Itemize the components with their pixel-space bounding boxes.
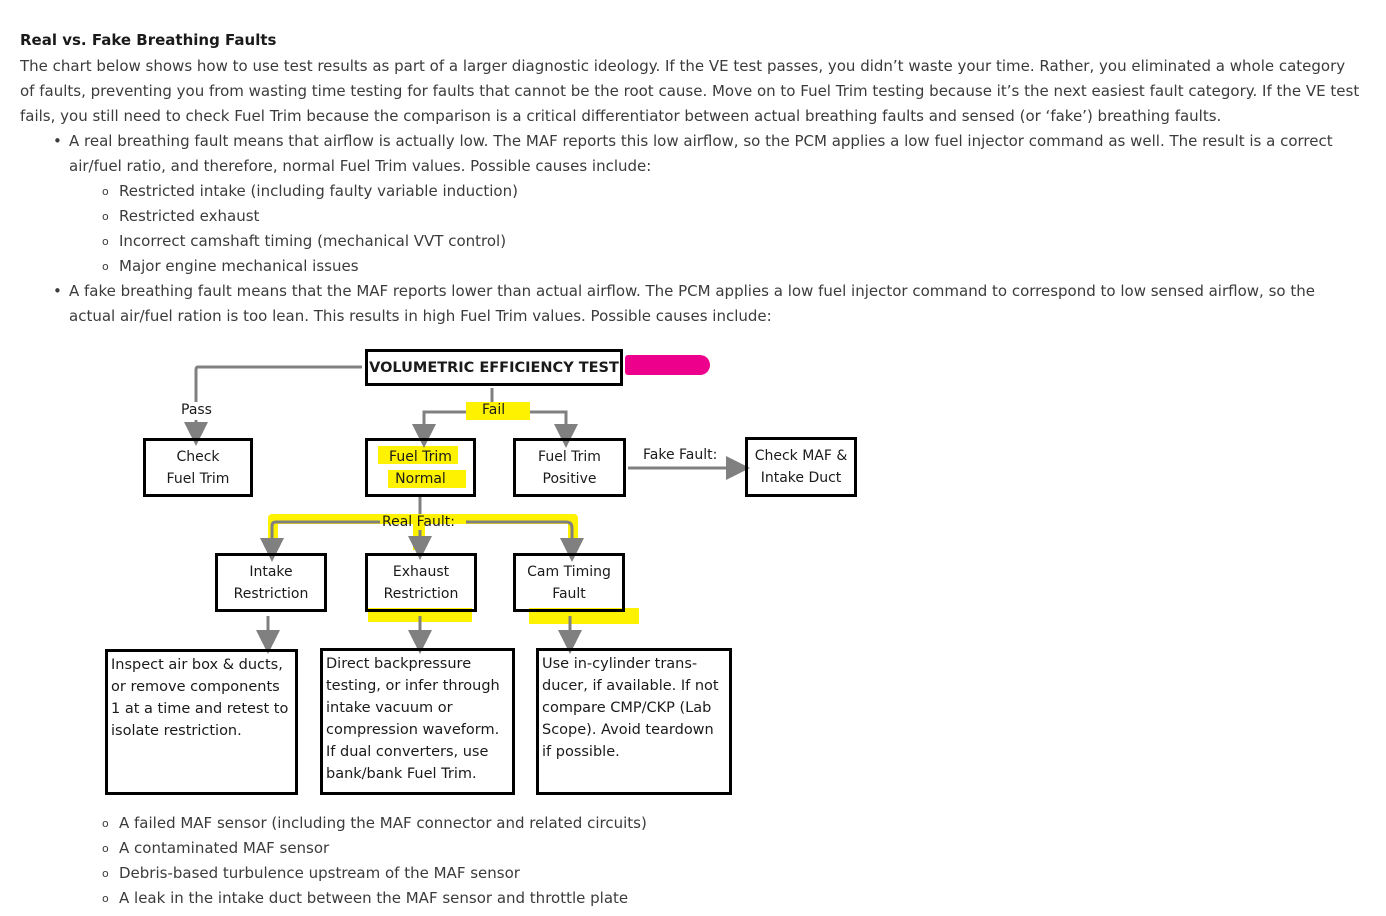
circle-bullet-icon: o xyxy=(102,185,109,198)
box-line: Positive xyxy=(542,470,597,487)
check-fuel-trim-box xyxy=(143,438,253,497)
real-fault-bullet: A real breathing fault means that airflow is actually low. The MAF reports this low airflow, so the PCM applies a low fuel injector command as well. The result is a correct air/fuel ratio, and therefore, normal Fuel Trim values. Possible causes include: xyxy=(69,132,1333,175)
intake-restriction-box xyxy=(215,553,327,612)
circle-bullet-icon: o xyxy=(102,235,109,248)
box-line: Fuel Trim xyxy=(389,448,452,465)
list-item xyxy=(102,254,1360,279)
box-line: 1 at a time and retest to xyxy=(111,701,289,717)
circle-bullet-icon: o xyxy=(102,260,109,273)
box-line: Exhaust xyxy=(392,563,450,580)
box-line: compression waveform. xyxy=(326,722,500,738)
list-item xyxy=(53,279,1360,329)
list-item-text: Major engine mechanical issues xyxy=(119,257,359,275)
box-line: Scope). Avoid teardown xyxy=(542,722,714,738)
bullet-icon: • xyxy=(53,132,62,150)
list-item-text: A contaminated MAF sensor xyxy=(119,839,330,857)
box-line: or remove components xyxy=(111,679,280,695)
ve-test-box xyxy=(365,349,623,386)
cam-timing-fault-box xyxy=(513,553,625,612)
box-line: Restriction xyxy=(233,585,309,602)
box-line: Fault xyxy=(552,585,586,602)
list-item xyxy=(69,811,1360,911)
list-item xyxy=(102,836,1360,861)
box-line: If dual converters, use xyxy=(326,744,489,760)
list-item-text: Incorrect camshaft timing (mechanical VVT control) xyxy=(119,232,507,250)
list-item xyxy=(102,861,1360,886)
cam-action-box xyxy=(536,648,732,795)
circle-bullet-icon: o xyxy=(102,867,109,880)
fuel-trim-normal-box xyxy=(365,438,476,497)
fake-fault-bullet: A fake breathing fault means that the MAF reports lower than actual airflow. The PCM applies a low fuel injector command to correspond to low sensed airflow, so the actual air/fuel ration is too lean. This results in high Fuel Trim values. Possible causes include: xyxy=(69,282,1315,325)
box-line: testing, or infer through xyxy=(326,678,500,694)
cause-list xyxy=(20,129,1360,329)
box-line: isolate restriction. xyxy=(111,723,242,739)
circle-bullet-icon: o xyxy=(102,842,109,855)
intake-action-box xyxy=(105,649,298,795)
list-item xyxy=(102,886,1360,911)
breathing-fault-flowchart xyxy=(0,330,880,800)
cause-list xyxy=(20,811,1360,911)
list-item xyxy=(102,811,1360,836)
real-fault-label: Real Fault: xyxy=(382,514,455,530)
fuel-trim-positive-box xyxy=(513,438,626,497)
fake-fault-label: Fake Fault: xyxy=(643,447,718,463)
circle-bullet-icon: o xyxy=(102,817,109,830)
box-line: Inspect air box & ducts, xyxy=(111,657,283,673)
list-item-text: A failed MAF sensor (including the MAF connector and related circuits) xyxy=(119,814,647,832)
pass-connector xyxy=(196,367,362,402)
list-item-text: Restricted intake (including faulty variable induction) xyxy=(119,182,518,200)
section-heading: Real vs. Fake Breathing Faults xyxy=(20,31,277,49)
circle-bullet-icon: o xyxy=(102,210,109,223)
box-line: if possible. xyxy=(542,744,620,760)
fail-label: Fail xyxy=(482,402,506,418)
article xyxy=(20,30,1360,329)
box-line: compare CMP/CKP (Lab xyxy=(542,700,712,716)
box-line: Fuel Trim xyxy=(538,448,601,465)
sub-list xyxy=(69,179,1360,279)
list-item xyxy=(102,179,1360,204)
bullet-icon: • xyxy=(53,282,62,300)
fake-fault-causes xyxy=(20,811,1360,911)
box-line: Normal xyxy=(395,470,446,487)
box-line: Intake xyxy=(249,563,293,580)
list-item xyxy=(102,204,1360,229)
circle-bullet-icon: o xyxy=(102,892,109,905)
box-line: ducer, if available. If not xyxy=(542,678,719,694)
box-line: Intake Duct xyxy=(760,470,842,486)
box-line: Use in-cylinder trans- xyxy=(542,656,698,672)
exhaust-restriction-box xyxy=(365,553,477,612)
box-line: bank/bank Fuel Trim. xyxy=(326,766,477,782)
pass-label: Pass xyxy=(181,402,212,418)
exhaust-action-box xyxy=(320,648,515,795)
box-line: intake vacuum or xyxy=(326,700,453,716)
list-item xyxy=(53,129,1360,279)
check-maf-box xyxy=(745,437,857,497)
list-item xyxy=(102,229,1360,254)
list-item-text: Restricted exhaust xyxy=(119,207,260,225)
box-line: Restriction xyxy=(383,585,459,602)
box-line: Check MAF & xyxy=(754,448,848,464)
sub-list xyxy=(69,811,1360,911)
box-line: Direct backpressure xyxy=(326,656,472,672)
box-line: Cam Timing xyxy=(527,563,611,580)
intro-paragraph: The chart below shows how to use test results as part of a larger diagnostic ideology. If the VE test passes, you didn’t waste your time. Rather, you eliminated a whole category of faults, preventing you from wasting time testing for faults that cannot be the root cause. Move on to Fuel Trim testing because it’s the next easiest fault category. If the VE test fails, you still need to check Fuel Trim because the comparison is a critical differentiator between actual breathing faults and sensed (or ‘fake’) breathing faults. xyxy=(20,57,1360,125)
list-item-text: Debris-based turbulence upstream of the MAF sensor xyxy=(119,864,520,882)
box-line: Fuel Trim xyxy=(166,470,230,487)
list-item-text: A leak in the intake duct between the MAF sensor and throttle plate xyxy=(119,889,629,907)
ve-test-label: VOLUMETRIC EFFICIENCY TEST xyxy=(369,359,619,376)
box-line: Check xyxy=(176,448,220,465)
